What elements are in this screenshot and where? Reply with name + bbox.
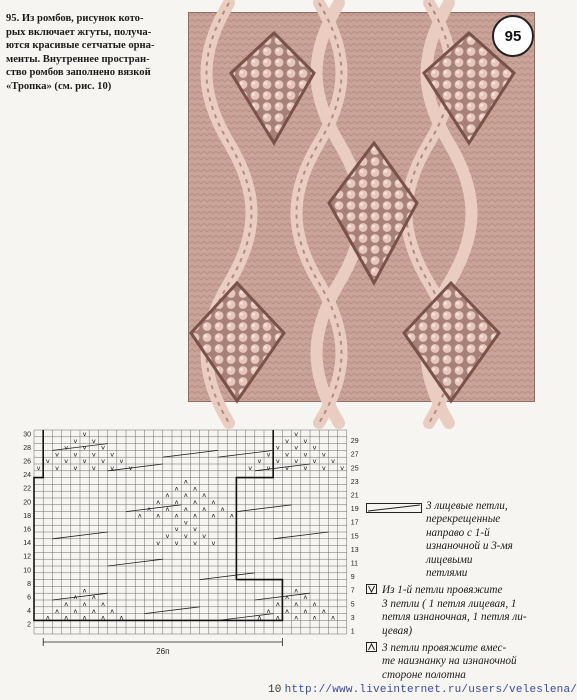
row-number-left: 8 [27, 580, 31, 588]
a-stitch-mark: ʌ [312, 613, 317, 622]
row-number-right: 13 [350, 546, 359, 554]
row-number-right: 15 [350, 533, 359, 541]
a-stitch-mark: ʌ [91, 606, 96, 615]
v-stitch-mark: v [119, 457, 124, 466]
a-stitch-mark: ʌ [266, 606, 271, 615]
v-stitch-mark: v [266, 450, 271, 459]
row-number-right: 3 [350, 614, 355, 622]
row-number-right: 19 [350, 506, 359, 514]
source-url[interactable]: http://www.liveinternet.ru/users/veleslena/ [284, 684, 577, 696]
pattern-number-badge: 95 [492, 15, 534, 57]
v-stitch-mark: v [174, 538, 179, 547]
row-number-right: 29 [350, 438, 359, 446]
v-stitch-mark: v [45, 457, 50, 466]
row-number-right: 11 [350, 560, 359, 568]
a-stitch-mark: ʌ [64, 600, 69, 608]
legend-text-cable: 3 лицевые петли, перекрещенные направо с 1-й изнаночной и 3-мя лицевыми петлями [426, 500, 513, 580]
page-number: 10 [268, 684, 282, 696]
row-number-right: 1 [350, 628, 355, 636]
a-stitch-mark: ʌ [165, 491, 170, 500]
v-stitch-mark: v [101, 443, 105, 452]
knit-texture-drawing [189, 13, 534, 401]
v-stitch-mark: v [55, 450, 59, 459]
v-stitch-mark: v [64, 457, 69, 466]
row-number-right: 17 [350, 519, 359, 527]
row-number-left: 24 [23, 472, 31, 480]
a-stitch-mark: ʌ [294, 600, 299, 608]
chart-grid [12, 420, 367, 682]
a-stitch-mark: ʌ [331, 613, 335, 622]
a-stitch-mark: ʌ [165, 504, 170, 513]
a-stitch-mark: ʌ [101, 600, 105, 608]
row-number-left: 6 [27, 594, 31, 602]
a-stitch-mark: ʌ [202, 491, 207, 500]
a-stitch-mark: ʌ [156, 511, 161, 520]
row-number-right: 5 [350, 601, 355, 609]
v-stitch-mark: v [303, 450, 308, 459]
a-stitch-mark: ʌ [55, 606, 59, 615]
a-stitch-mark: ʌ [193, 511, 197, 520]
a-stitch-mark: ʌ [275, 600, 280, 608]
chart-legend [366, 500, 538, 686]
v-symbol-icon [366, 584, 377, 598]
a-stitch-mark: ʌ [45, 613, 50, 622]
a-stitch-mark: ʌ [174, 511, 179, 520]
row-number-right: 9 [350, 574, 355, 582]
v-stitch-mark: v [211, 538, 216, 547]
a-stitch-mark: ʌ [285, 593, 289, 602]
a-stitch-mark: ʌ [294, 586, 299, 595]
v-stitch-mark: v [294, 443, 299, 452]
v-stitch-mark: v [110, 464, 115, 472]
row-number-left: 20 [23, 499, 31, 507]
row-number-left: 30 [23, 431, 31, 439]
a-stitch-mark: ʌ [174, 484, 179, 493]
a-stitch-mark: ʌ [294, 613, 299, 622]
v-stitch-mark: v [183, 532, 188, 540]
v-stitch-mark: v [91, 450, 96, 459]
v-stitch-mark: v [266, 464, 271, 472]
row-number-left: 22 [23, 485, 31, 493]
v-stitch-mark: v [64, 443, 69, 452]
v-stitch-mark: v [183, 518, 188, 527]
v-stitch-mark: v [321, 450, 326, 459]
cable-symbol-icon [366, 503, 422, 517]
width-label: 26п [156, 647, 170, 656]
a-stitch-mark: ʌ [193, 484, 197, 493]
row-number-left: 2 [27, 621, 31, 629]
a-stitch-mark: ʌ [147, 504, 151, 513]
a-stitch-mark: ʌ [73, 606, 78, 615]
v-stitch-mark: v [73, 436, 78, 445]
legend-text-decrease: 3 петли провяжите вмес- те наизнанку на изнаночной стороне полотна [382, 642, 517, 681]
v-stitch-mark: v [285, 450, 289, 459]
row-number-left: 14 [23, 540, 31, 548]
legend-item-decrease [366, 642, 538, 682]
v-stitch-mark: v [312, 443, 317, 452]
v-stitch-mark: v [285, 436, 289, 445]
a-stitch-mark: ʌ [202, 504, 207, 513]
a-stitch-mark: ʌ [156, 498, 161, 506]
v-stitch-mark: v [55, 464, 59, 472]
v-stitch-mark: v [275, 457, 280, 466]
a-stitch-mark: ʌ [82, 613, 87, 622]
a-stitch-mark: ʌ [211, 511, 216, 520]
legend-text-increase: Из 1-й петли провяжите 3 петли ( 1 петля лицевая, 1 петля изнаночная, 1 петля ли- цевая) [382, 584, 527, 637]
row-number-left: 4 [27, 608, 31, 616]
row-number-right: 7 [350, 587, 355, 595]
a-stitch-mark: ʌ [91, 593, 96, 602]
a-stitch-mark: ʌ [275, 613, 280, 622]
row-number-right: 27 [350, 451, 359, 459]
a-stitch-mark: ʌ [110, 606, 115, 615]
v-stitch-mark: v [257, 457, 262, 466]
v-stitch-mark: v [82, 443, 87, 452]
row-number-left: 10 [23, 567, 31, 575]
a-stitch-mark: ʌ [257, 613, 262, 622]
a-stitch-mark: ʌ [183, 491, 188, 500]
a-stitch-mark: ʌ [101, 613, 105, 622]
row-number-left: 16 [23, 526, 31, 534]
knitting-chart [12, 420, 367, 682]
a-stitch-mark: ʌ [119, 613, 124, 622]
a-stitch-mark: ʌ [137, 511, 142, 520]
a-symbol-icon [366, 642, 377, 656]
v-stitch-mark: v [174, 525, 179, 534]
intro-text [6, 12, 182, 94]
pattern-description: Из ромбов, рисунок кото- рых включает жгуты, получа- ются красивые сетчатые орна- менты. Внутреннее простран- ство ромбов заполнено вязкой «Тропка» (см. рис. 10) [6, 13, 155, 92]
row-number-left: 18 [23, 512, 31, 520]
v-stitch-mark: v [321, 464, 326, 472]
a-stitch-mark: ʌ [303, 593, 308, 602]
v-stitch-mark: v [91, 436, 96, 445]
v-stitch-mark: v [110, 450, 115, 459]
v-stitch-mark: v [73, 464, 78, 472]
v-stitch-mark: v [312, 457, 317, 466]
v-stitch-mark: v [248, 464, 253, 472]
a-stitch-mark: ʌ [285, 606, 289, 615]
a-stitch-mark: ʌ [312, 600, 317, 608]
v-stitch-mark: v [303, 464, 308, 472]
a-stitch-mark: ʌ [193, 498, 197, 506]
a-stitch-mark: ʌ [73, 593, 78, 602]
v-stitch-mark: v [156, 538, 161, 547]
row-number-right: 25 [350, 465, 359, 473]
a-stitch-mark: ʌ [174, 498, 179, 506]
v-stitch-mark: v [128, 464, 133, 472]
v-stitch-mark: v [165, 532, 170, 540]
a-stitch-mark: ʌ [82, 600, 87, 608]
v-stitch-mark: v [294, 430, 299, 438]
v-stitch-mark: v [340, 464, 345, 472]
pattern-number: 95. [6, 13, 20, 24]
v-stitch-mark: v [82, 430, 87, 438]
a-stitch-mark: ʌ [211, 498, 216, 506]
page-footer [268, 684, 577, 696]
v-stitch-mark: v [294, 457, 299, 466]
v-stitch-mark: v [285, 464, 289, 472]
a-stitch-mark: ʌ [303, 606, 308, 615]
legend-item-increase [366, 584, 538, 638]
a-stitch-mark: ʌ [183, 504, 188, 513]
v-stitch-mark: v [303, 436, 308, 445]
knit-sample-photo [188, 12, 535, 402]
v-stitch-mark: v [82, 457, 87, 466]
legend-item-cable [366, 500, 538, 580]
row-number-left: 26 [23, 458, 31, 466]
row-number-left: 12 [23, 553, 31, 561]
v-stitch-mark: v [202, 532, 207, 540]
v-stitch-mark: v [91, 464, 96, 472]
a-stitch-mark: ʌ [183, 477, 188, 486]
v-stitch-mark: v [193, 538, 197, 547]
a-stitch-mark: ʌ [82, 586, 87, 595]
row-number-right: 23 [350, 478, 359, 486]
a-stitch-mark: ʌ [64, 613, 69, 622]
a-stitch-mark: ʌ [229, 511, 234, 520]
v-stitch-mark: v [73, 450, 78, 459]
row-number-right: 21 [350, 492, 359, 500]
v-stitch-mark: v [331, 457, 335, 466]
v-stitch-mark: v [275, 443, 280, 452]
v-stitch-mark: v [193, 525, 197, 534]
v-stitch-mark: v [36, 464, 41, 472]
v-stitch-mark: v [101, 457, 105, 466]
a-stitch-mark: ʌ [220, 504, 225, 513]
a-stitch-mark: ʌ [321, 606, 326, 615]
row-number-left: 28 [23, 444, 31, 452]
